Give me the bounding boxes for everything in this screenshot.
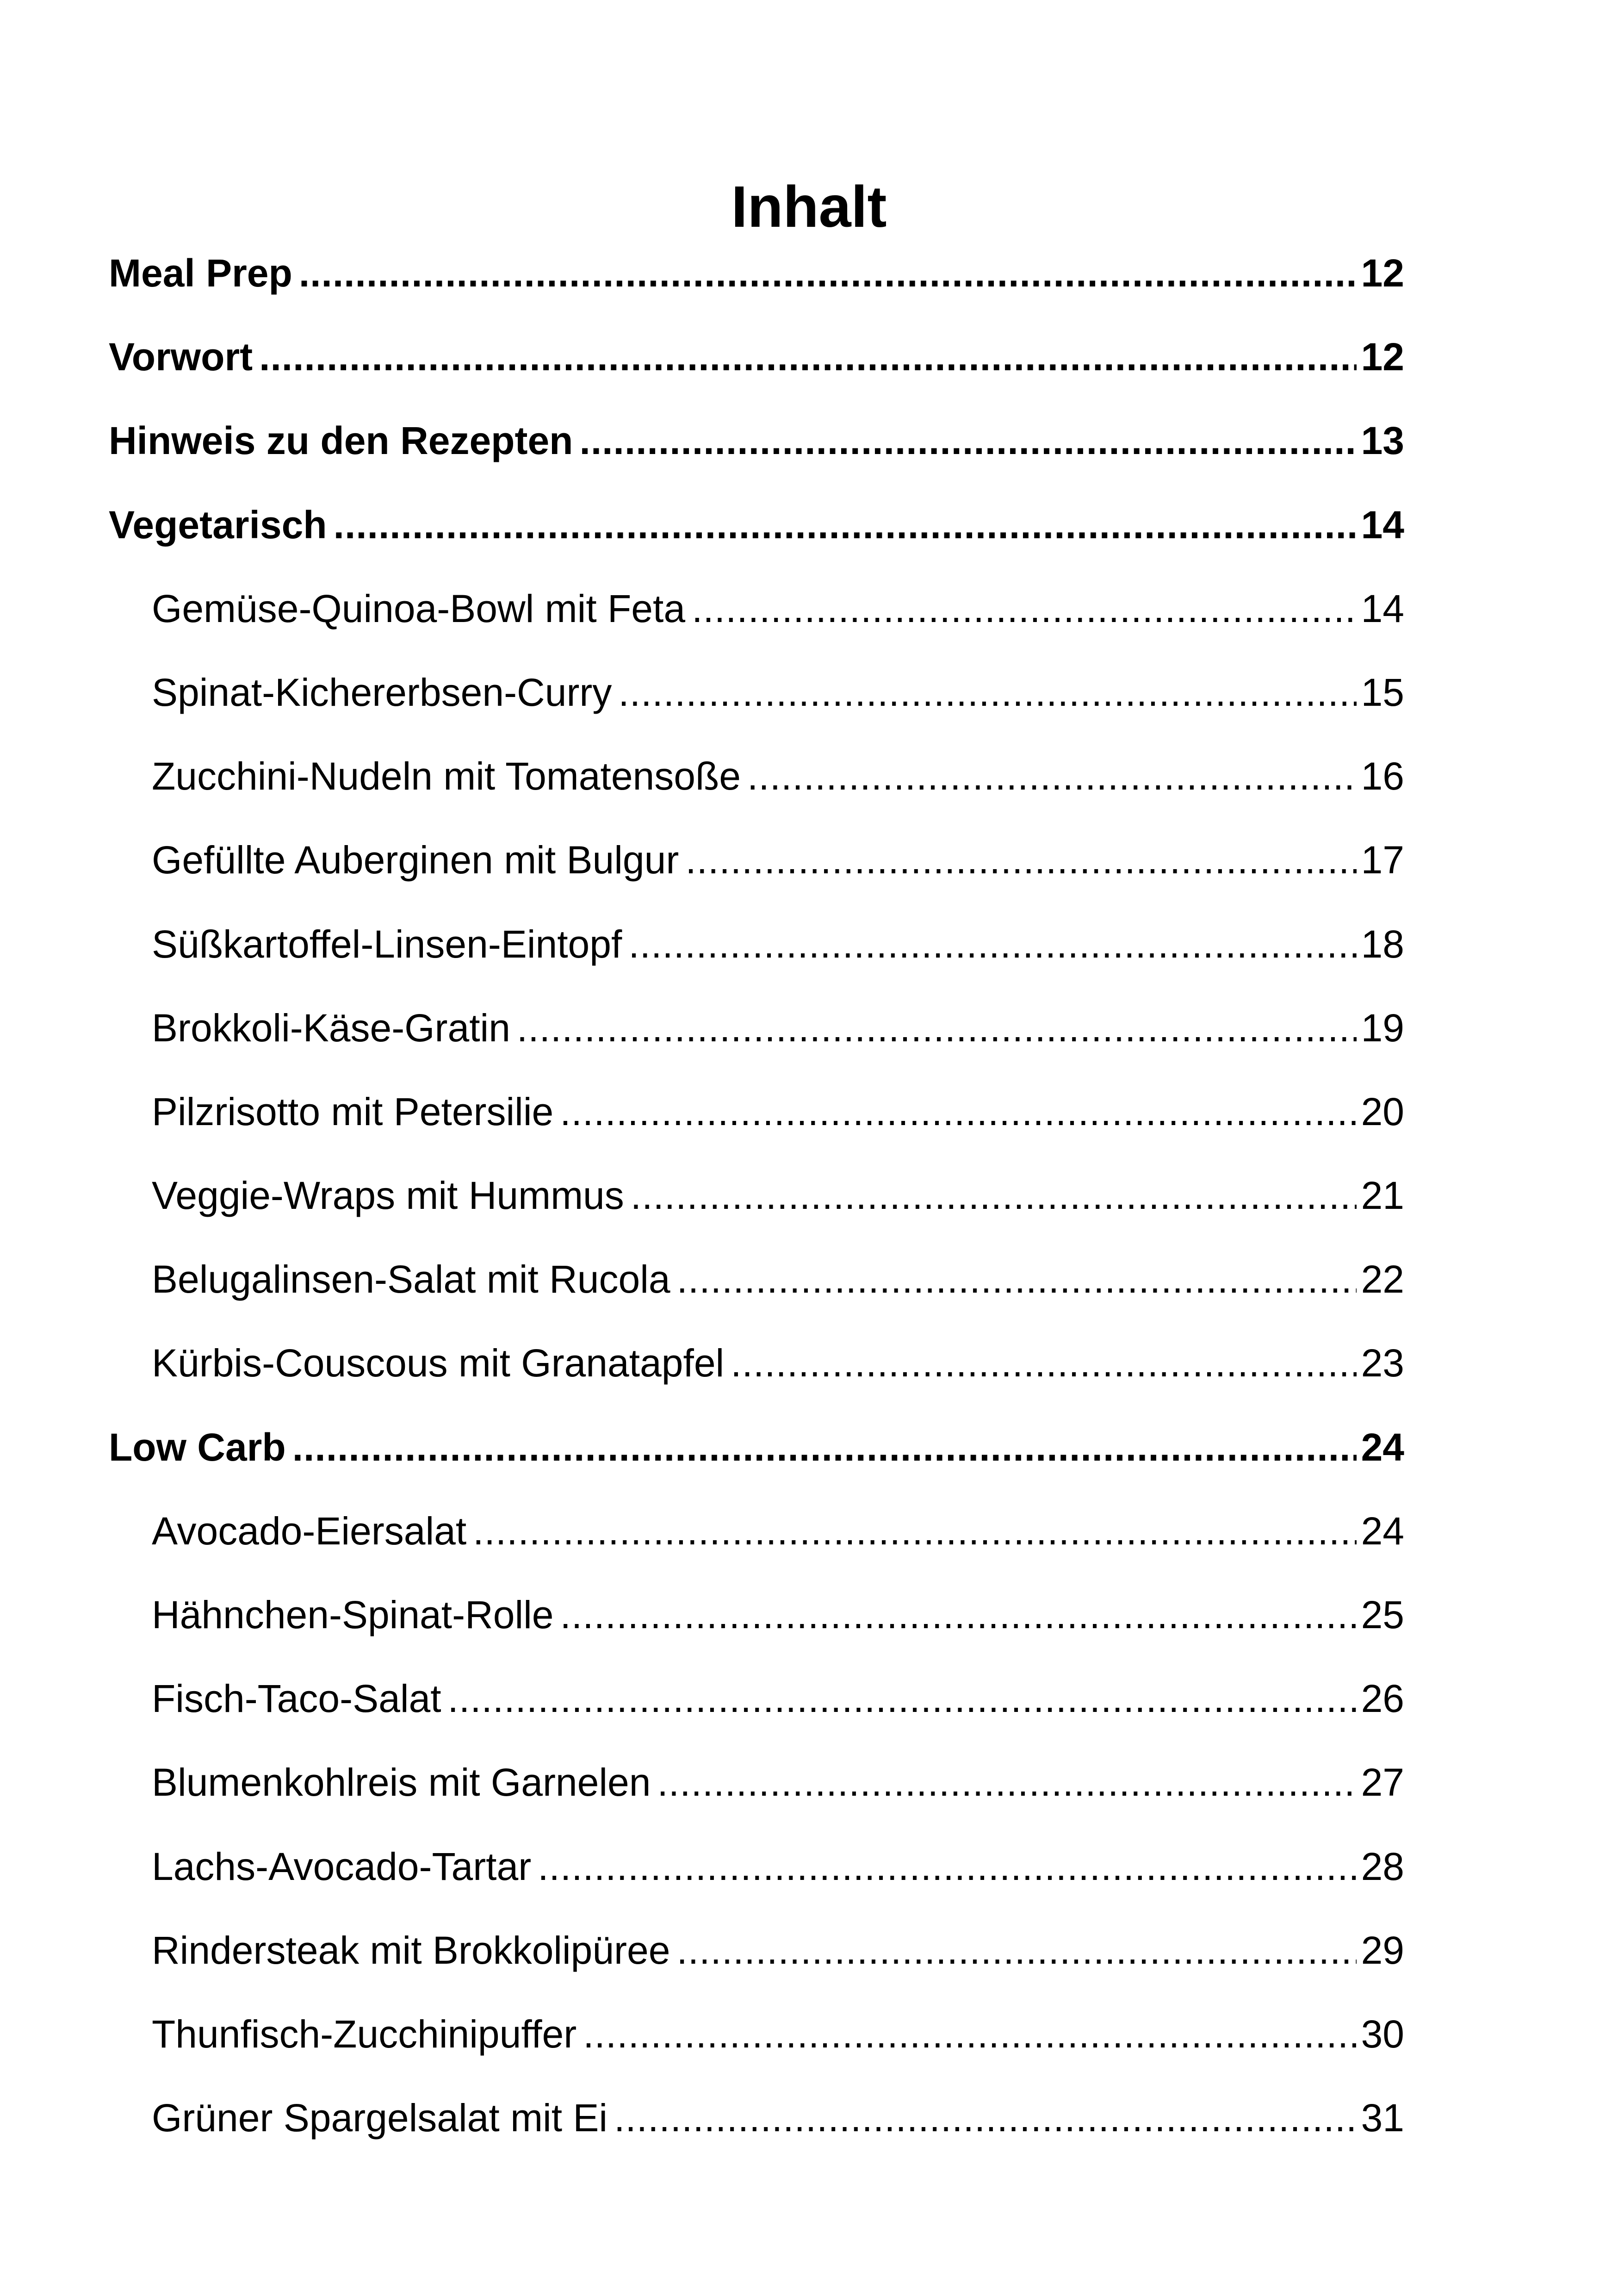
dot-leader <box>560 1592 1357 1638</box>
toc-recipe-entry[interactable] <box>109 2004 1404 2088</box>
toc-page-number: 22 <box>1361 1257 1404 1301</box>
toc-entry-label: Pilzrisotto mit Petersilie <box>152 1089 554 1133</box>
toc-entry-label: Veggie-Wraps mit Hummus <box>152 1174 624 1218</box>
table-of-contents <box>109 243 1404 2172</box>
dot-leader <box>538 1843 1356 1890</box>
dot-leader <box>292 1424 1357 1470</box>
toc-entry-label: Low Carb <box>109 1425 286 1469</box>
toc-page-number: 24 <box>1361 1509 1404 1553</box>
dot-leader <box>676 1927 1356 1973</box>
toc-entry-label: Blumenkohlreis mit Garnelen <box>152 1761 651 1804</box>
dot-leader <box>580 417 1357 464</box>
toc-page-number: 12 <box>1361 335 1404 379</box>
dot-leader <box>614 2095 1356 2141</box>
toc-page-number: 15 <box>1361 670 1404 714</box>
toc-entry-label: Grüner Spargelsalat mit Ei <box>152 2096 608 2140</box>
toc-page-number: 28 <box>1361 1844 1404 1888</box>
dot-leader <box>560 1089 1356 1135</box>
toc-entry-label: Rindersteak mit Brokkolipüree <box>152 1928 670 1972</box>
toc-page-number: 27 <box>1361 1761 1404 1804</box>
toc-chapter-entry[interactable] <box>109 243 1404 327</box>
toc-page-number: 30 <box>1361 2012 1404 2056</box>
toc-recipe-entry[interactable] <box>109 915 1404 998</box>
toc-entry-label: Zucchini-Nudeln mit Tomatensoße <box>152 754 741 798</box>
toc-recipe-entry[interactable] <box>109 747 1404 830</box>
toc-recipe-entry[interactable] <box>109 579 1404 663</box>
toc-entry-label: Fisch-Taco-Salat <box>152 1677 441 1721</box>
toc-chapter-entry[interactable] <box>109 495 1404 579</box>
toc-recipe-entry[interactable] <box>109 1333 1404 1417</box>
toc-entry-label: Hinweis zu den Rezepten <box>109 419 573 463</box>
toc-entry-label: Gemüse-Quinoa-Bowl mit Feta <box>152 586 686 630</box>
dot-leader <box>299 250 1357 296</box>
toc-entry-label: Kürbis-Couscous mit Granatapfel <box>152 1341 725 1385</box>
dot-leader <box>334 502 1357 548</box>
dot-leader <box>583 2011 1356 2057</box>
toc-chapter-entry[interactable] <box>109 1418 1404 1501</box>
toc-recipe-entry[interactable] <box>109 1585 1404 1669</box>
toc-page-number: 19 <box>1361 1006 1404 1050</box>
dot-leader <box>517 1005 1357 1051</box>
toc-recipe-entry[interactable] <box>109 1753 1404 1836</box>
toc-entry-label: Thunfisch-Zucchinipuffer <box>152 2012 577 2056</box>
toc-recipe-entry[interactable] <box>109 1501 1404 1585</box>
toc-entry-label: Avocado-Eiersalat <box>152 1509 467 1553</box>
toc-page-number: 24 <box>1361 1425 1404 1469</box>
dot-leader <box>618 669 1356 716</box>
toc-page-number: 25 <box>1361 1593 1404 1636</box>
toc-entry-label: Spinat-Kichererbsen-Curry <box>152 670 612 714</box>
dot-leader <box>259 334 1356 380</box>
toc-page-number: 12 <box>1361 251 1404 295</box>
dot-leader <box>747 753 1357 799</box>
toc-chapter-entry[interactable] <box>109 411 1404 495</box>
toc-recipe-entry[interactable] <box>109 998 1404 1082</box>
toc-page-number: 18 <box>1361 922 1404 966</box>
toc-recipe-entry[interactable] <box>109 2088 1404 2172</box>
dot-leader <box>628 921 1356 967</box>
toc-page-number: 26 <box>1361 1677 1404 1721</box>
toc-chapter-entry[interactable] <box>109 327 1404 411</box>
toc-recipe-entry[interactable] <box>109 1921 1404 2004</box>
toc-page-number: 20 <box>1361 1089 1404 1133</box>
dot-leader <box>677 1256 1357 1302</box>
toc-recipe-entry[interactable] <box>109 1837 1404 1921</box>
toc-entry-label: Süßkartoffel-Linsen-Eintopf <box>152 922 622 966</box>
dot-leader <box>448 1675 1357 1722</box>
dot-leader <box>473 1508 1356 1554</box>
toc-recipe-entry[interactable] <box>109 663 1404 747</box>
toc-entry-label: Hähnchen-Spinat-Rolle <box>152 1593 554 1636</box>
toc-entry-label: Meal Prep <box>109 251 292 295</box>
toc-entry-label: Vorwort <box>109 335 253 379</box>
toc-page-number: 14 <box>1361 586 1404 630</box>
toc-recipe-entry[interactable] <box>109 1250 1404 1333</box>
toc-page-number: 23 <box>1361 1341 1404 1385</box>
toc-recipe-entry[interactable] <box>109 1669 1404 1753</box>
toc-page-number: 14 <box>1361 503 1404 547</box>
toc-entry-label: Belugalinsen-Salat mit Rucola <box>152 1257 670 1301</box>
dot-leader <box>685 837 1356 883</box>
page-title: Inhalt <box>731 174 887 239</box>
toc-page-number: 13 <box>1361 419 1404 463</box>
toc-recipe-entry[interactable] <box>109 1166 1404 1250</box>
toc-page-number: 17 <box>1361 838 1404 882</box>
toc-entry-label: Lachs-Avocado-Tartar <box>152 1844 532 1888</box>
toc-page-number: 21 <box>1361 1174 1404 1218</box>
dot-leader <box>657 1759 1356 1805</box>
toc-page-number: 31 <box>1361 2096 1404 2140</box>
toc-page-number: 29 <box>1361 1928 1404 1972</box>
toc-page-number: 16 <box>1361 754 1404 798</box>
toc-entry-label: Brokkoli-Käse-Gratin <box>152 1006 510 1050</box>
toc-entry-label: Vegetarisch <box>109 503 327 547</box>
toc-recipe-entry[interactable] <box>109 830 1404 914</box>
dot-leader <box>731 1340 1356 1386</box>
toc-recipe-entry[interactable] <box>109 1082 1404 1166</box>
dot-leader <box>692 585 1356 632</box>
dot-leader <box>631 1172 1357 1219</box>
toc-entry-label: Gefüllte Auberginen mit Bulgur <box>152 838 679 882</box>
